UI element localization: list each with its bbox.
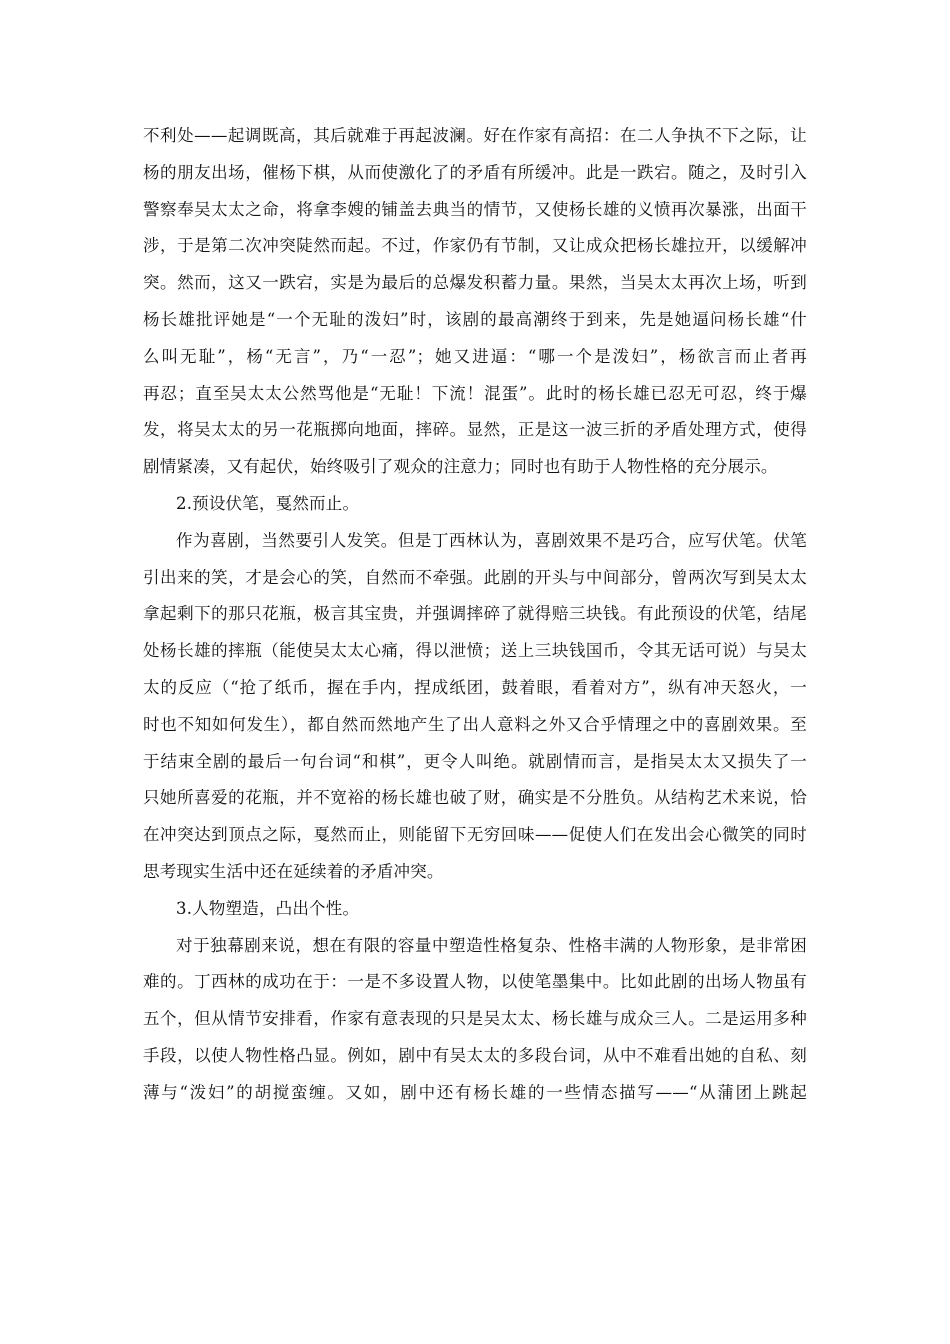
text-line: 杨长雄批评她是“一个无耻的泼妇”时，该剧的最高潮终于到来，先是她逼问杨长雄“什 (143, 309, 807, 329)
text-line: 拿起剩下的那只花瓶，极言其宝贵，并强调摔碎了就得赔三块钱。有此预设的伏笔，结尾 (143, 604, 807, 624)
text-line: 涉，于是第二次冲突陡然而起。不过，作家仍有节制，又让成众把杨长雄拉开，以缓解冲 (143, 236, 807, 256)
text-line: 思考现实生活中还在延续着的矛盾冲突。 (143, 861, 444, 881)
text-line: 时也不知如何发生），都自然而然地产生了出人意料之外又合乎情理之中的喜剧效果。至 (143, 714, 807, 734)
text-line: 只她所喜爱的花瓶，并不宽裕的杨长雄也破了财，确实是不分胜负。从结构艺术来说，恰 (143, 788, 807, 808)
document-body (143, 118, 807, 1112)
text-line: 再忍；直至吴太太公然骂他是“无耻！下流！混蛋”。此时的杨长雄已忍无可忍，终于爆 (143, 383, 807, 403)
text-line: 于结束全剧的最后一句台词“和棋”，更令人叫绝。就剧情而言，是指吴太太又损失了一 (143, 751, 807, 771)
paragraph-start-line: 对于独幕剧来说，想在有限的容量中塑造性格复杂、性格丰满的人物形象，是非常困 (176, 935, 807, 955)
text-line: 警察奉吴太太之命，将拿李嫂的铺盖去典当的情节，又使杨长雄的义愤再次暴涨，出面干 (143, 199, 807, 219)
text-line: 杨的朋友出场，催杨下棋，从而使激化了的矛盾有所缓冲。此是一跌宕。随之，及时引入 (143, 162, 807, 182)
text-line: 太的反应（“抢了纸币，握在手内，捏成纸团，鼓着眼，看着对方”，纵有冲天怒火，一 (143, 677, 807, 697)
text-line: 不利处——起调既高，其后就难于再起波澜。好在作家有高招：在二人争执不下之际，让 (143, 126, 807, 145)
text-line: 手段，以使人物性格凸显。例如，剧中有吴太太的多段台词，从中不难看出她的自私、刻 (143, 1045, 807, 1065)
text-line: 难的。丁西林的成功在于：一是不多设置人物，以使笔墨集中。比如此剧的出场人物虽有 (143, 972, 807, 992)
text-line: 么叫无耻”，杨“无言”，乃“一忍”；她又进逼：“哪一个是泼妇”，杨欲言而止者再 (143, 346, 807, 366)
text-line: 在冲突达到顶点之际，戛然而止，则能留下无穷回味——促使人们在发出会心微笑的同时 (143, 825, 807, 845)
text-line: 突。然而，这又一跌宕，实是为最后的总爆发积蓄力量。果然，当吴太太再次上场，听到 (143, 273, 807, 293)
paragraph-start-line: 2.预设伏笔，戛然而止。 (176, 493, 360, 513)
text-line: 五个，但从情节安排看，作家有意表现的只是吴太太、杨长雄与成众三人。二是运用多种 (143, 1009, 807, 1029)
text-line: 处杨长雄的摔瓶（能使吴太太心痛，得以泄愤；送上三块钱国币，令其无话可说）与吴太 (143, 641, 807, 661)
paragraph-start-line: 3.人物塑造，凸出个性。 (176, 898, 360, 918)
text-line: 剧情紧凑，又有起伏，始终吸引了观众的注意力；同时也有助于人物性格的充分展示。 (143, 457, 778, 477)
text-line: 发，将吴太太的另一花瓶掷向地面，摔碎。显然，正是这一波三折的矛盾处理方式，使得 (143, 420, 807, 440)
text-line: 薄与“泼妇”的胡搅蛮缠。又如，剧中还有杨长雄的一些情态描写——“从蒲团上跳起 (143, 1082, 807, 1102)
text-line: 引出来的笑，才是会心的笑，自然而不牵强。此剧的开头与中间部分，曾两次写到吴太太 (143, 567, 807, 587)
paragraph-start-line: 作为喜剧，当然要引人发笑。但是丁西林认为，喜剧效果不是巧合，应写伏笔。伏笔 (176, 530, 807, 550)
